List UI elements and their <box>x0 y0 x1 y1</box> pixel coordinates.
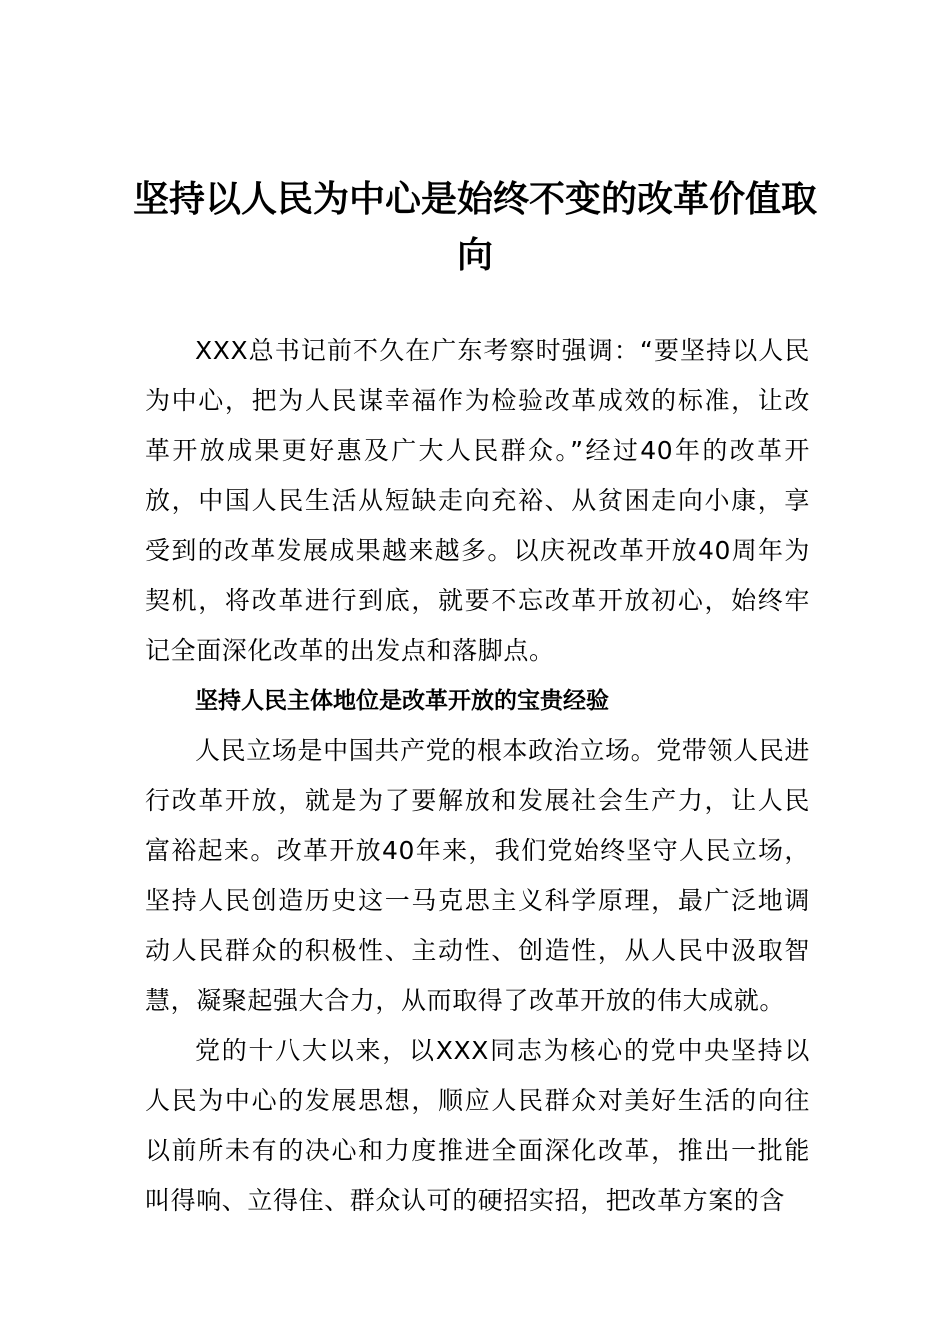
paragraph-people-stance: 人民立场是中国共产党的根本政治立场。党带领人民进行改革开放，就是为了要解放和发展社会生产力，让人民富裕起来。改革开放40年来，我们党始终坚守人民立场，坚持人民创造历史这一马克思主义科学原理，最广泛地调动人民群众的积极性、主动性、创造性，从人民中汲取智慧，凝聚起强大合力，从而取得了改革开放的伟大成就。 <box>145 736 810 1015</box>
paragraph-intro: XXX总书记前不久在广东考察时强调：“要坚持以人民为中心，把为人民谋幸福作为检验改革成效的标准，让改革开放成果更好惠及广大人民群众。”经过40年的改革开放，中国人民生活从短缺走向充裕、从贫困走向小康，享受到的改革发展成果越来越多。以庆祝改革开放40周年为契机，将改革进行到底，就要不忘改革开放初心，始终牢记全面深化改革的出发点和落脚点。 <box>145 336 810 665</box>
paragraph-eighteenth-congress: 党的十八大以来，以XXX同志为核心的党中央坚持以人民为中心的发展思想，顺应人民群众对美好生活的向往以前所未有的决心和力度推进全面深化改革，推出一批能叫得响、立得住、群众认可的硬招实招，把改革方案的含 <box>145 1036 810 1215</box>
document-body <box>145 326 810 1226</box>
document-title: 坚持以人民为中心是始终不变的改革价值取向 <box>132 179 817 276</box>
section-heading: 坚持人民主体地位是改革开放的宝贵经验 <box>195 688 609 714</box>
